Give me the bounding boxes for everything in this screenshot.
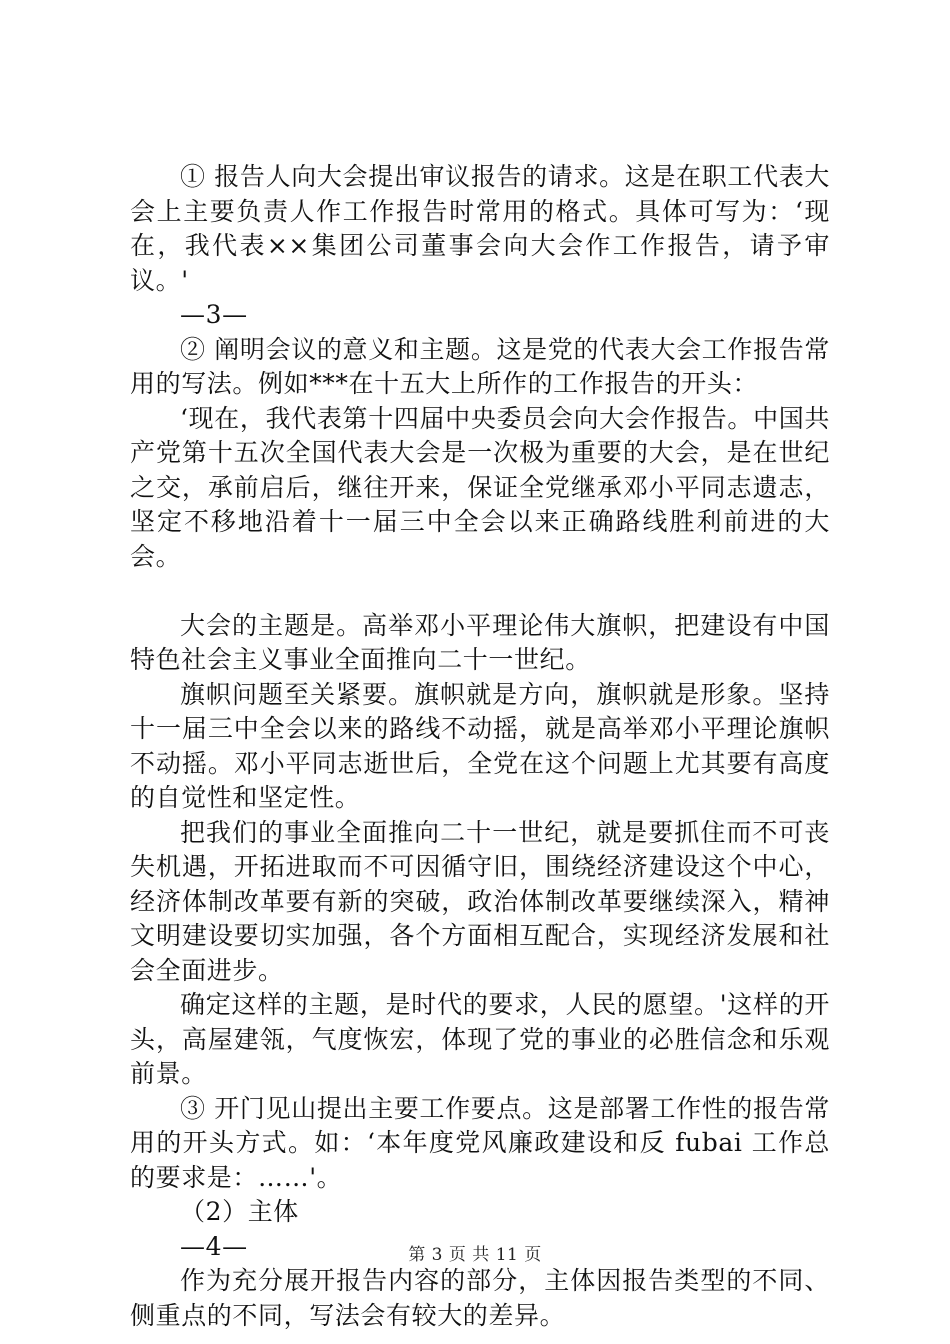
page-marker-4: —4— <box>180 1231 248 1261</box>
paragraph-21st-century: 把我们的事业全面推向二十一世纪，就是要抓住而不可丧失机遇，开拓进取而不可因循守旧，围绕经济建设这个中心，经济体制改革要有新的突破，政治体制改革要继续深入，精神文明建设要切实加强，各个方面相互配合，实现经济发展和社会全面进步。 <box>130 817 830 985</box>
paragraph-theme-confirmed: 确定这样的主题，是时代的要求，人民的愿望。'这样的开头，高屋建瓴，气度恢宏，体现了党的事业的必胜信念和乐观前景。 <box>130 990 830 1088</box>
paragraph-banner-issue: 旗帜问题至关紧要。旗帜就是方向，旗帜就是形象。坚持十一届三中全会以来的路线不动摇，就是高举邓小平理论旗帜不动摇。邓小平同志逝世后，全党在这个问题上尤其要有高度的自觉性和坚定性。 <box>130 679 830 812</box>
paragraph-meaning-theme: ② 阐明会议的意义和主题。这是党的代表大会工作报告常用的写法。例如***在十五大上所作的工作报告的开头： <box>130 334 830 398</box>
paragraph-body-description: 作为充分展开报告内容的部分，主体因报告类型的不同、侧重点的不同，写法会有较大的差异。 <box>130 1266 830 1330</box>
blank-line <box>130 574 830 609</box>
page-footer: 第 3 页 共 11 页 <box>408 1245 542 1265</box>
document-body <box>130 160 830 1333</box>
paragraph-quote-opening: ‘现在，我代表第十四届中央委员会向大会作报告。中国共产党第十五次全国代表大会是一次极为重要的大会，是在世纪之交，承前启后，继往开来，保证全党继承邓小平同志遗志，坚定不移地沿着十一届三中全会以来正确路线胜利前进的大会。 <box>130 403 830 571</box>
paragraph-key-points: ③ 开门见山提出主要工作要点。这是部署工作性的报告常用的开头方式。如：‘本年度党风廉政建设和反 fubai 工作总的要求是：……'。 <box>130 1093 830 1192</box>
paragraph-congress-theme: 大会的主题是。高举邓小平理论伟大旗帜，把建设有中国特色社会主义事业全面推向二十一世纪。 <box>130 610 830 674</box>
paragraph-request-review: ① 报告人向大会提出审议报告的请求。这是在职工代表大会上主要负责人作工作报告时常用的格式。具体可写为：‘现在，我代表××集团公司董事会向大会作工作报告，请予审议。' <box>130 162 830 295</box>
page-marker-3: —3— <box>180 300 248 329</box>
section-heading-body: （2）主体 <box>180 1197 299 1226</box>
